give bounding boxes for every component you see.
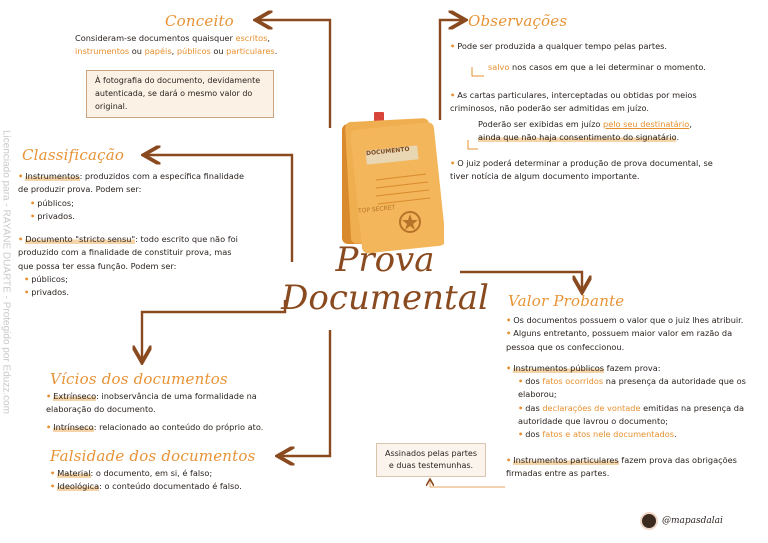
folder-illustration bbox=[336, 110, 444, 260]
conceito-box: À fotografia do documento, devidamente autenticada, se dará o mesmo valor do original. bbox=[86, 70, 274, 118]
folder-label-secret: TOP SECRET bbox=[357, 204, 396, 215]
list-item: • dos fatos ocorridos na presença da autoridade que os elaborou; bbox=[518, 376, 746, 400]
valor-title: Valor Probante bbox=[508, 292, 625, 310]
list-item: • públicos; bbox=[30, 197, 74, 208]
watermark-text: Licenciado para - RAYANE DUARTE - Protegido por Eduzz.com bbox=[0, 129, 12, 414]
list-item: • das declarações de vontade emitidas na presença da autoridade que lavrou o documento; bbox=[518, 402, 745, 426]
classificacao-documento: • Documento "stricto sensu": todo escrito que não foi produzido com a finalidade de constituir prova, mas que possa ter essa função. Podem ser: bbox=[18, 234, 238, 271]
falsidade-ideologica: • Ideológica: o conteúdo documentado é falso. bbox=[50, 481, 242, 492]
classificacao-instrumentos: • Instrumentos: produzidos com a específica finalidade de produzir prova. Podem ser: bbox=[18, 171, 245, 195]
valor-box: Assinados pelas partes e duas testemunhas. bbox=[376, 443, 486, 477]
classificacao-text bbox=[18, 170, 246, 300]
arrow-falsidade bbox=[280, 330, 330, 456]
folder-label-document: DOCUMENTO bbox=[365, 145, 410, 158]
observacoes-title: Observações bbox=[468, 12, 568, 30]
list-item: • públicos; bbox=[24, 273, 68, 284]
valor-2: • Alguns entretanto, possuem maior valor em razão da pessoa que os confeccionou. bbox=[506, 328, 733, 352]
conceito-title: Conceito bbox=[165, 12, 234, 30]
classificacao-title: Classificação bbox=[22, 146, 125, 164]
valor-publicos: • Instrumentos públicos fazem prova: bbox=[506, 362, 661, 373]
conceito-text: Consideram-se documentos quaisquer escritos, instrumentos ou papéis, públicos ou particulares. bbox=[75, 33, 278, 57]
valor-text bbox=[506, 314, 756, 480]
main-title-line1: Prova bbox=[335, 240, 435, 280]
vicios-title: Vícios dos documentos bbox=[50, 370, 228, 388]
arrow-box bbox=[430, 480, 505, 487]
falsidade-title: Falsidade dos documentos bbox=[50, 447, 256, 465]
observacao-2: • As cartas particulares, interceptadas ou obtidas por meios criminosos, não poderão ser admitidas em juízo. bbox=[450, 89, 697, 113]
vicios-intrinseco: • Intrínseco: relacionado ao conteúdo do próprio ato. bbox=[46, 421, 264, 432]
signature bbox=[640, 512, 723, 530]
valor-particulares: • Instrumentos particulares fazem prova das obrigações firmadas entre as partes. bbox=[506, 454, 737, 478]
observacao-1-sub: salvo nos casos em que a lei determinar o momento. bbox=[488, 62, 706, 73]
observacao-2-sub: Poderão ser exibidas em juízo pelo seu destinatário, ainda que não haja consentimento do signatário. bbox=[478, 119, 692, 143]
observacoes-text bbox=[450, 40, 720, 183]
list-item: • privados. bbox=[30, 210, 76, 221]
list-item: • dos fatos e atos nele documentados. bbox=[518, 429, 677, 440]
valor-1: • Os documentos possuem o valor que o juiz lhes atribuir. bbox=[506, 315, 744, 325]
observacao-1: • Pode ser produzida a qualquer tempo pelas partes. bbox=[450, 41, 667, 51]
signature-text: @mapasdalai bbox=[662, 516, 723, 526]
list-item: • privados. bbox=[24, 287, 70, 298]
falsidade-material: • Material: o documento, em si, é falso; bbox=[50, 468, 213, 478]
observacao-3: • O juiz poderá determinar a produção de prova documental, se tiver notícia de algum documento importante. bbox=[450, 157, 713, 181]
vicios-text bbox=[46, 390, 276, 434]
vicios-extrinseco: • Extrínseco: inobservância de uma formalidade na elaboração do documento. bbox=[46, 391, 257, 415]
avatar bbox=[640, 512, 658, 530]
main-title-line2: Documental bbox=[281, 278, 489, 318]
falsidade-text bbox=[50, 467, 280, 494]
